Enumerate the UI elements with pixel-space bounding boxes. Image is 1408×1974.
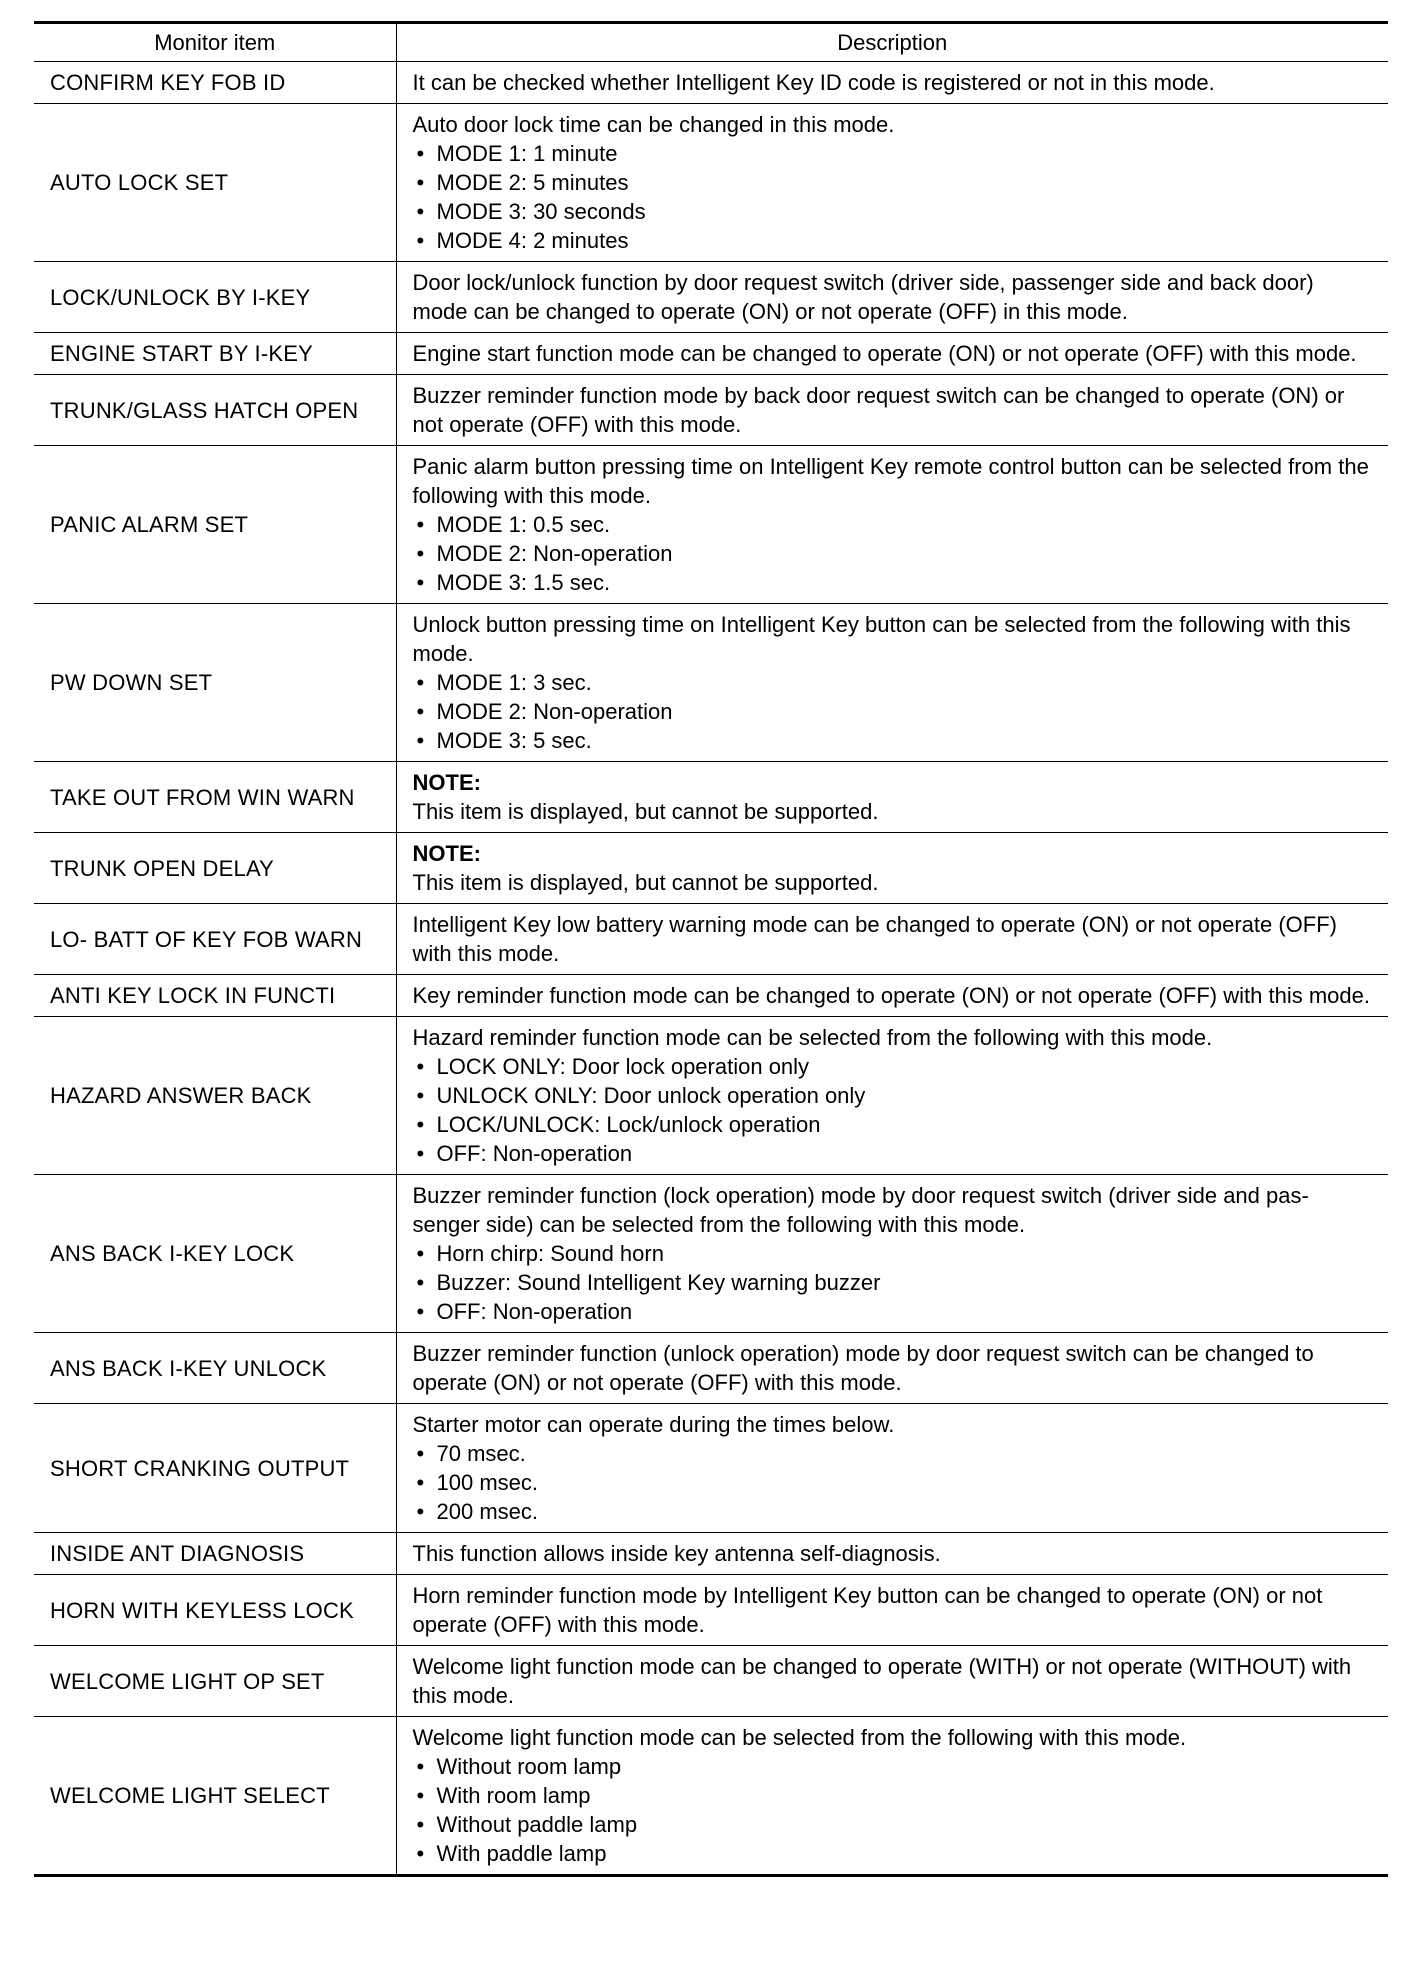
- description-text: Key reminder function mode can be changed to operate (ON) or not operate (OFF) with this mode.: [412, 983, 1370, 1008]
- description-text: This item is displayed, but cannot be supported.: [412, 799, 879, 824]
- option-list: [413, 1052, 1375, 1168]
- table-row: [34, 1404, 1388, 1533]
- description-cell: [396, 604, 1388, 762]
- monitor-item-cell: PANIC ALARM SET: [34, 446, 396, 604]
- description-cell: [396, 1333, 1388, 1404]
- description-cell: [396, 375, 1388, 446]
- option-item: • MODE 3: 1.5 sec.: [413, 568, 1375, 597]
- table-row: [34, 1717, 1388, 1876]
- table-row: [34, 975, 1388, 1017]
- description-cell: [396, 975, 1388, 1017]
- option-item: • MODE 2: 5 minutes: [413, 168, 1375, 197]
- option-item: • 70 msec.: [413, 1439, 1375, 1468]
- monitor-item-cell: INSIDE ANT DIAGNOSIS: [34, 1533, 396, 1575]
- description-text: This function allows inside key antenna self-diagnosis.: [412, 1541, 941, 1566]
- monitor-item-cell: AUTO LOCK SET: [34, 104, 396, 262]
- monitor-item-cell: ANS BACK I-KEY LOCK: [34, 1175, 396, 1333]
- option-list: [413, 668, 1375, 755]
- option-list: [413, 510, 1375, 597]
- description-cell: [396, 1717, 1388, 1876]
- header-description: Description: [396, 23, 1388, 62]
- description-cell: [396, 262, 1388, 333]
- table-row: [34, 1646, 1388, 1717]
- option-item: • OFF: Non-operation: [413, 1297, 1375, 1326]
- monitor-item-cell: CONFIRM KEY FOB ID: [34, 62, 396, 104]
- option-item: • UNLOCK ONLY: Door unlock operation only: [413, 1081, 1375, 1110]
- description-text: It can be checked whether Intelligent Key ID code is registered or not in this mode.: [412, 70, 1215, 95]
- description-cell: [396, 104, 1388, 262]
- table-row: [34, 104, 1388, 262]
- header-monitor-item: Monitor item: [34, 23, 396, 62]
- option-item: • 200 msec.: [413, 1497, 1375, 1526]
- description-text: Door lock/unlock function by door request switch (driver side, passenger side and back door) mode can be changed to operate (ON) or not operate (OFF) in this mode.: [412, 270, 1314, 324]
- note-label: NOTE:: [412, 841, 481, 866]
- option-item: • With room lamp: [413, 1781, 1375, 1810]
- option-item: • Horn chirp: Sound horn: [413, 1239, 1375, 1268]
- table-row: [34, 1175, 1388, 1333]
- option-item: • MODE 3: 5 sec.: [413, 726, 1375, 755]
- description-cell: [396, 1404, 1388, 1533]
- description-cell: [396, 62, 1388, 104]
- monitor-item-cell: TAKE OUT FROM WIN WARN: [34, 762, 396, 833]
- description-text: Welcome light function mode can be selected from the following with this mode.: [412, 1725, 1187, 1750]
- option-item: • MODE 1: 1 minute: [413, 139, 1375, 168]
- description-text: Panic alarm button pressing time on Intelligent Key remote control button can be selected from the following with this mode.: [412, 454, 1369, 508]
- table-row: [34, 762, 1388, 833]
- table-row: [34, 1575, 1388, 1646]
- description-text: Engine start function mode can be changed to operate (ON) or not operate (OFF) with this mode.: [412, 341, 1357, 366]
- table-row: [34, 904, 1388, 975]
- monitor-item-cell: LO- BATT OF KEY FOB WARN: [34, 904, 396, 975]
- table-row: [34, 333, 1388, 375]
- option-item: • OFF: Non-operation: [413, 1139, 1375, 1168]
- table-row: [34, 262, 1388, 333]
- monitor-item-cell: LOCK/UNLOCK BY I-KEY: [34, 262, 396, 333]
- description-text: Hazard reminder function mode can be selected from the following with this mode.: [412, 1025, 1213, 1050]
- description-text: Starter motor can operate during the times below.: [412, 1412, 895, 1437]
- table-header: [34, 23, 1388, 62]
- monitor-item-cell: TRUNK/GLASS HATCH OPEN: [34, 375, 396, 446]
- option-list: [413, 139, 1375, 255]
- option-item: • MODE 3: 30 seconds: [413, 197, 1375, 226]
- note-label: NOTE:: [412, 770, 481, 795]
- description-text: Unlock button pressing time on Intelligent Key button can be selected from the following with this mode.: [412, 612, 1351, 666]
- description-text: Buzzer reminder function (unlock operation) mode by door request switch can be changed to operate (ON) or not operate (OFF) with this mode.: [412, 1341, 1314, 1395]
- option-item: • MODE 2: Non-operation: [413, 697, 1375, 726]
- monitor-item-table: [34, 21, 1388, 1877]
- description-cell: [396, 762, 1388, 833]
- monitor-item-cell: HORN WITH KEYLESS LOCK: [34, 1575, 396, 1646]
- monitor-item-cell: ANS BACK I-KEY UNLOCK: [34, 1333, 396, 1404]
- description-cell: [396, 446, 1388, 604]
- description-text: Buzzer reminder function (lock operation) mode by door request switch (driver side and pas-senger side) can be selected from the following with this mode.: [412, 1183, 1309, 1237]
- monitor-item-cell: TRUNK OPEN DELAY: [34, 833, 396, 904]
- monitor-item-table-sheet: [34, 21, 1388, 1877]
- option-item: • MODE 4: 2 minutes: [413, 226, 1375, 255]
- description-cell: [396, 1646, 1388, 1717]
- description-text: This item is displayed, but cannot be supported.: [412, 870, 879, 895]
- option-item: • Buzzer: Sound Intelligent Key warning buzzer: [413, 1268, 1375, 1297]
- table-row: [34, 446, 1388, 604]
- description-text: Intelligent Key low battery warning mode can be changed to operate (ON) or not operate (OFF) with this mode.: [412, 912, 1337, 966]
- table-row: [34, 62, 1388, 104]
- monitor-item-cell: WELCOME LIGHT SELECT: [34, 1717, 396, 1876]
- description-text: Horn reminder function mode by Intelligent Key button can be changed to operate (ON) or not operate (OFF) with this mode.: [412, 1583, 1323, 1637]
- table-row: [34, 375, 1388, 446]
- table-row: [34, 1333, 1388, 1404]
- table-row: [34, 1533, 1388, 1575]
- option-list: [413, 1239, 1375, 1326]
- description-cell: [396, 1017, 1388, 1175]
- description-text: Auto door lock time can be changed in this mode.: [412, 112, 895, 137]
- table-row: [34, 833, 1388, 904]
- description-cell: [396, 333, 1388, 375]
- option-item: • MODE 1: 3 sec.: [413, 668, 1375, 697]
- description-cell: [396, 904, 1388, 975]
- table-row: [34, 604, 1388, 762]
- monitor-item-cell: WELCOME LIGHT OP SET: [34, 1646, 396, 1717]
- option-item: • With paddle lamp: [413, 1839, 1375, 1868]
- monitor-item-cell: HAZARD ANSWER BACK: [34, 1017, 396, 1175]
- option-item: • LOCK/UNLOCK: Lock/unlock operation: [413, 1110, 1375, 1139]
- description-text: Welcome light function mode can be changed to operate (WITH) or not operate (WITHOUT) with this mode.: [412, 1654, 1352, 1708]
- option-item: • 100 msec.: [413, 1468, 1375, 1497]
- header-row: [34, 23, 1388, 62]
- table-body: [34, 62, 1388, 1876]
- monitor-item-cell: SHORT CRANKING OUTPUT: [34, 1404, 396, 1533]
- description-cell: [396, 1533, 1388, 1575]
- option-item: • Without paddle lamp: [413, 1810, 1375, 1839]
- description-cell: [396, 833, 1388, 904]
- description-text: Buzzer reminder function mode by back door request switch can be changed to operate (ON) or not operate (OFF) with this mode.: [412, 383, 1345, 437]
- monitor-item-cell: ANTI KEY LOCK IN FUNCTI: [34, 975, 396, 1017]
- option-item: • Without room lamp: [413, 1752, 1375, 1781]
- option-item: • MODE 1: 0.5 sec.: [413, 510, 1375, 539]
- description-cell: [396, 1175, 1388, 1333]
- monitor-item-cell: PW DOWN SET: [34, 604, 396, 762]
- option-list: [413, 1439, 1375, 1526]
- description-cell: [396, 1575, 1388, 1646]
- monitor-item-cell: ENGINE START BY I-KEY: [34, 333, 396, 375]
- option-item: • MODE 2: Non-operation: [413, 539, 1375, 568]
- table-row: [34, 1017, 1388, 1175]
- option-item: • LOCK ONLY: Door lock operation only: [413, 1052, 1375, 1081]
- option-list: [413, 1752, 1375, 1868]
